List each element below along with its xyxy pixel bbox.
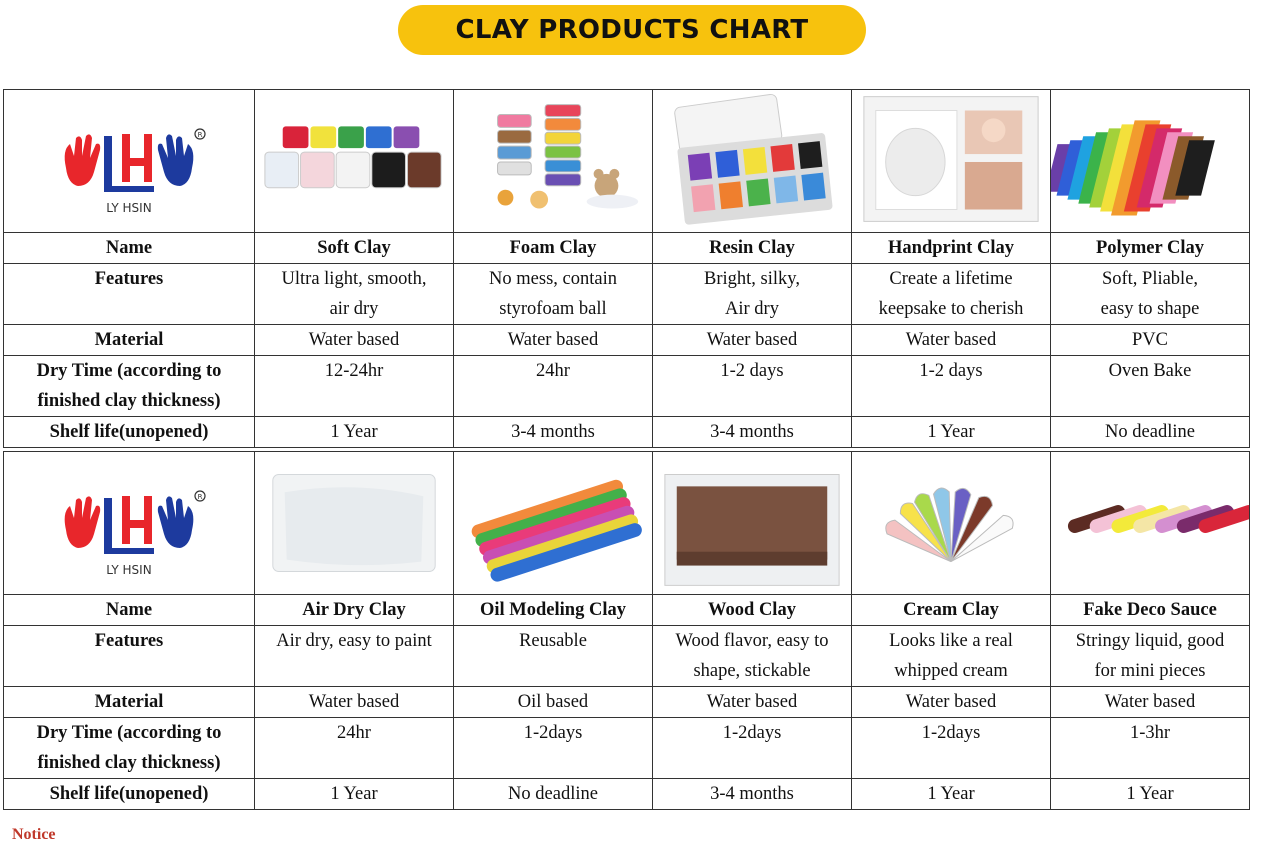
feature-line: Reusable — [519, 631, 587, 651]
shelf-life-value: 1 Year — [927, 422, 975, 442]
shelf-life-value: 1 Year — [927, 784, 975, 804]
dry-time-value: 1-2 days — [720, 361, 784, 381]
label-features — [4, 626, 255, 687]
feature-line: for mini pieces — [1094, 661, 1206, 681]
shelf-life-row — [4, 779, 1250, 810]
dry-time-value: 1-2days — [722, 723, 782, 743]
feature-line: Looks like a real — [889, 631, 1013, 651]
row-label: Material — [94, 330, 164, 350]
chart-title-banner — [398, 5, 866, 55]
feature-line: Air dry, easy to paint — [276, 631, 432, 651]
material-value: PVC — [1132, 330, 1168, 350]
page-title: CLAY PRODUCTS CHART — [455, 15, 809, 45]
material-value: Water based — [308, 330, 400, 350]
label-shelf-life — [4, 417, 255, 448]
dry-time-value: 24hr — [536, 361, 570, 381]
wood-clay-image — [653, 452, 852, 595]
shelf-life-value: 1 Year — [330, 784, 378, 804]
features-row — [4, 264, 1250, 325]
dry-time-value: 1-3hr — [1129, 723, 1171, 743]
material-value: Water based — [706, 692, 798, 712]
air-dry-clay-image — [255, 452, 454, 595]
row-label: Dry Time (according to — [36, 361, 222, 381]
shelf-life-row — [4, 417, 1250, 448]
foam-clay-image — [454, 90, 653, 233]
dry-time-value: Oven Bake — [1108, 361, 1192, 381]
feature-line: Wood flavor, easy to — [675, 631, 829, 651]
dry-time-value: 1-2days — [523, 723, 583, 743]
product-table — [3, 451, 1250, 810]
shelf-life-value: 1 Year — [330, 422, 378, 442]
dry-time-value: 12-24hr — [324, 361, 384, 381]
shelf-life-value: No deadline — [508, 784, 598, 804]
soft-clay-image — [255, 90, 454, 233]
product-name: Soft Clay — [317, 238, 391, 258]
feature-line: air dry — [329, 299, 379, 319]
polymer-clay-image — [1051, 90, 1250, 233]
dry-time-row — [4, 356, 1250, 417]
feature-line: shape, stickable — [693, 661, 811, 681]
handprint-clay-image — [852, 90, 1051, 233]
shelf-life-value: No deadline — [1105, 422, 1195, 442]
shelf-life-value: 3-4 months — [710, 784, 794, 804]
row-label: finished clay thickness) — [37, 391, 221, 411]
product-name: Polymer Clay — [1095, 238, 1205, 258]
material-value: Water based — [706, 330, 798, 350]
svg-text:R: R — [197, 493, 203, 501]
product-name: Cream Clay — [903, 600, 999, 620]
row-label: Features — [94, 269, 164, 289]
material-value: Water based — [308, 692, 400, 712]
feature-line: keepsake to cherish — [878, 299, 1024, 319]
dry-time-value: 24hr — [337, 723, 371, 743]
material-row — [4, 687, 1250, 718]
product-table — [3, 89, 1250, 448]
svg-text:LY HSIN: LY HSIN — [106, 563, 152, 577]
row-label: Dry Time (according to — [36, 723, 222, 743]
dry-time-value: 1-2 days — [919, 361, 983, 381]
logo-cell — [4, 90, 255, 233]
feature-line: Soft, Pliable, — [1101, 269, 1199, 289]
label-material — [4, 687, 255, 718]
image-row — [4, 90, 1250, 233]
name-row — [4, 233, 1250, 264]
product-name: Handprint Clay — [888, 238, 1014, 258]
label-shelf-life — [4, 779, 255, 810]
product-name: Fake Deco Sauce — [1083, 600, 1217, 620]
material-value: Water based — [1104, 692, 1196, 712]
shelf-life-value: 3-4 months — [511, 422, 595, 442]
row-label: Features — [94, 631, 164, 651]
shelf-life-value: 1 Year — [1126, 784, 1174, 804]
oil-modeling-clay-image — [454, 452, 653, 595]
label-features — [4, 264, 255, 325]
row-label: Shelf life(unopened) — [49, 422, 209, 442]
product-name: Wood Clay — [708, 600, 796, 620]
feature-line: Create a lifetime — [889, 269, 1013, 289]
feature-line: Air dry — [725, 299, 779, 319]
svg-text:LY HSIN: LY HSIN — [106, 201, 152, 215]
product-name: Foam Clay — [509, 238, 597, 258]
label-name — [4, 233, 255, 264]
ly-hsin-logo — [4, 452, 254, 594]
material-value: Oil based — [517, 692, 589, 712]
row-label: finished clay thickness) — [37, 753, 221, 773]
fake-deco-sauce-image — [1051, 452, 1250, 595]
resin-clay-image — [653, 90, 852, 233]
feature-line: Stringy liquid, good — [1075, 631, 1225, 651]
label-dry-time — [4, 356, 255, 417]
features-row — [4, 626, 1250, 687]
cream-clay-image — [852, 452, 1051, 595]
product-name: Air Dry Clay — [302, 600, 406, 620]
product-name: Oil Modeling Clay — [480, 600, 626, 620]
dry-time-row — [4, 718, 1250, 779]
dry-time-value: 1-2days — [921, 723, 981, 743]
feature-line: No mess, contain — [489, 269, 617, 289]
material-value: Water based — [507, 330, 599, 350]
product-name: Resin Clay — [709, 238, 795, 258]
row-label: Shelf life(unopened) — [49, 784, 209, 804]
feature-line: Bright, silky, — [704, 269, 800, 289]
row-label: Name — [105, 238, 153, 258]
feature-line: styrofoam ball — [499, 299, 607, 319]
material-value: Water based — [905, 692, 997, 712]
material-row — [4, 325, 1250, 356]
feature-line: whipped cream — [894, 661, 1008, 681]
feature-line: easy to shape — [1100, 299, 1200, 319]
svg-text:R: R — [197, 131, 203, 139]
image-row — [4, 452, 1250, 595]
notice-label: Notice — [12, 826, 56, 843]
label-dry-time — [4, 718, 255, 779]
material-value: Water based — [905, 330, 997, 350]
name-row — [4, 595, 1250, 626]
row-label: Name — [105, 600, 153, 620]
feature-line: Ultra light, smooth, — [281, 269, 427, 289]
label-material — [4, 325, 255, 356]
shelf-life-value: 3-4 months — [710, 422, 794, 442]
logo-cell — [4, 452, 255, 595]
ly-hsin-logo — [4, 90, 254, 232]
label-name — [4, 595, 255, 626]
row-label: Material — [94, 692, 164, 712]
